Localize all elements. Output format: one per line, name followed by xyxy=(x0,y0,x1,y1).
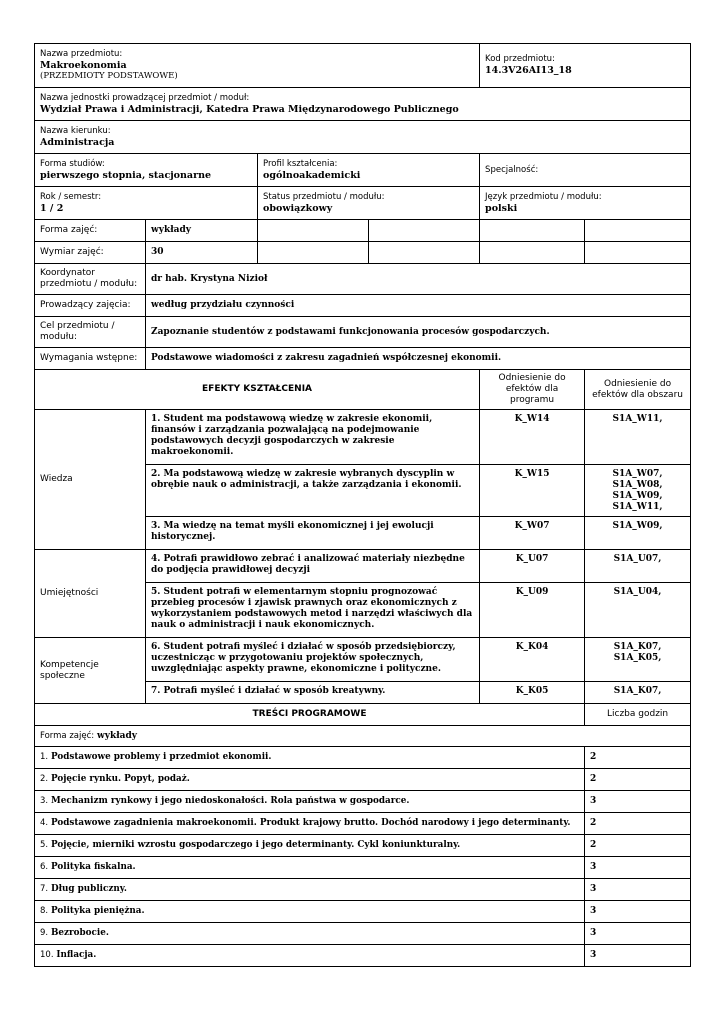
effects-program-ref: Odniesienie do efektów dla programu xyxy=(480,370,585,410)
class-form-value: wykłady xyxy=(146,220,258,242)
category-umiejetnosci: Umiejętności xyxy=(35,550,146,638)
topic-num: 5. xyxy=(40,840,49,850)
code-label: Kod przedmiotu: xyxy=(485,54,555,65)
effect-5-text: 5. Student potrafi w elementarnym stopniu prognozować przebieg procesów i zjawisk prawnych oraz ekonomicznych z wykorzystaniem podstawowych metod i narzędzi właściwych dla nauk o administracji i nauk ekonomicznych. xyxy=(146,583,480,638)
effect-6-text: 6. Student potrafi myśleć i działać w sposób przedsiębiorczy, uczestnicząc w przygotowaniu projektów społecznych, uwzględniając aspekty prawne, ekonomiczne i polityczne. xyxy=(146,638,480,682)
unit-value: Wydział Prawa i Administracji, Katedra Prawa Międzynarodowego Publicznego xyxy=(40,103,459,115)
effect-1-text: 1. Student ma podstawową wiedzę w zakresie ekonomii, finansów i zarządzania pozwalającą na podejmowanie podstawowych decyzji gospodarczych w zakresie makroekonomii. xyxy=(146,410,480,465)
topic-hours: 3 xyxy=(585,879,691,901)
unit-label: Nazwa jednostki prowadzącej przedmiot / moduł: xyxy=(40,92,250,103)
program-hours-label: Liczba godzin xyxy=(585,704,691,726)
topic-hours: 3 xyxy=(585,923,691,945)
topic-hours: 3 xyxy=(585,857,691,879)
category-kompetencje: Kompetencje społeczne xyxy=(35,638,146,704)
effect-4-text: 4. Potrafi prawidłowo zebrać i analizować materiały niezbędne do podjęcia prawidłowej decyzji xyxy=(146,550,480,583)
lecturer-value: według przydziału czynności xyxy=(146,295,691,317)
status-label: Status przedmiotu / modułu: xyxy=(263,191,385,202)
subject-cell xyxy=(35,44,480,88)
program-form-label: Forma zajęć: xyxy=(40,730,95,741)
lecturer-label: Prowadzący zajęcia: xyxy=(35,295,146,317)
year-cell xyxy=(35,187,258,220)
specialty-cell xyxy=(480,154,691,187)
effect-2-program: K_W15 xyxy=(480,465,585,517)
topic-hours: 2 xyxy=(585,813,691,835)
hours-empty-3 xyxy=(480,242,585,264)
direction-cell xyxy=(35,121,691,154)
topic-title: Pojęcie rynku. Popyt, podaż. xyxy=(51,774,190,784)
profile-label: Profil kształcenia: xyxy=(263,158,338,169)
effect-2-area-4: S1A_W11, xyxy=(612,502,663,512)
program-title: TREŚCI PROGRAMOWE xyxy=(35,704,585,726)
syllabus-table xyxy=(34,43,691,967)
topic-num: 3. xyxy=(40,796,49,806)
effect-4-area: S1A_U07, xyxy=(585,550,691,583)
effect-6-area xyxy=(585,638,691,682)
effect-1-area: S1A_W11, xyxy=(585,410,691,465)
year-value: 1 / 2 xyxy=(40,202,64,214)
requirements-value: Podstawowe wiadomości z zakresu zagadnień współczesnej ekonomii. xyxy=(146,348,691,370)
topic-title: Podstawowe zagadnienia makroekonomii. Produkt krajowy brutto. Dochód narodowy i jego determinanty. xyxy=(51,818,571,828)
status-cell xyxy=(258,187,480,220)
profile-value: ogólnoakademicki xyxy=(263,169,361,181)
effect-2-area xyxy=(585,465,691,517)
profile-cell xyxy=(258,154,480,187)
topic-num: 4. xyxy=(40,818,49,828)
hours-empty-4 xyxy=(585,242,691,264)
hours-label: Wymiar zajęć: xyxy=(35,242,146,264)
effect-3-area: S1A_W09, xyxy=(585,517,691,550)
category-wiedza: Wiedza xyxy=(35,410,146,550)
topic-row xyxy=(35,747,585,769)
topic-hours: 2 xyxy=(585,747,691,769)
status-value: obowiązkowy xyxy=(263,202,333,214)
topic-row xyxy=(35,923,585,945)
topic-title: Inflacja. xyxy=(56,950,97,960)
effect-6-program: K_K04 xyxy=(480,638,585,682)
topic-num: 6. xyxy=(40,862,49,872)
topic-title: Mechanizm rynkowy i jego niedoskonałości. Rola państwa w gospodarce. xyxy=(51,796,410,806)
topic-row xyxy=(35,769,585,791)
specialty-label: Specjalność: xyxy=(485,164,539,175)
topic-hours: 3 xyxy=(585,945,691,967)
language-cell xyxy=(480,187,691,220)
effect-2-area-3: S1A_W09, xyxy=(612,491,663,501)
effect-2-area-2: S1A_W08, xyxy=(612,480,663,490)
class-form-empty-4 xyxy=(585,220,691,242)
form-label: Forma studiów: xyxy=(40,158,105,169)
topic-row xyxy=(35,857,585,879)
form-value: pierwszego stopnia, stacjonarne xyxy=(40,169,212,181)
topic-title: Dług publiczny. xyxy=(51,884,127,894)
effect-7-program: K_K05 xyxy=(480,682,585,704)
topic-num: 2. xyxy=(40,774,49,784)
effect-7-area: S1A_K07, xyxy=(585,682,691,704)
topic-hours: 3 xyxy=(585,791,691,813)
topic-row xyxy=(35,835,585,857)
topic-hours: 3 xyxy=(585,901,691,923)
code-value: 14.3V26AI13_18 xyxy=(485,65,572,77)
effect-1-program: K_W14 xyxy=(480,410,585,465)
effects-area-ref: Odniesienie do efektów dla obszaru xyxy=(585,370,691,410)
form-cell xyxy=(35,154,258,187)
coordinator-value: dr hab. Krystyna Nizioł xyxy=(146,264,691,295)
effect-7-text: 7. Potrafi myśleć i działać w sposób kreatywny. xyxy=(146,682,480,704)
language-label: Język przedmiotu / modułu: xyxy=(485,191,602,202)
topic-row xyxy=(35,879,585,901)
program-form-value: wykłady xyxy=(97,730,138,741)
coordinator-label: Koordynator przedmiotu / modułu: xyxy=(35,264,146,295)
class-form-empty-1 xyxy=(258,220,369,242)
subject-group: (PRZEDMIOTY PODSTAWOWE) xyxy=(40,71,178,82)
effect-3-program: K_W07 xyxy=(480,517,585,550)
class-form-empty-3 xyxy=(480,220,585,242)
topic-hours: 2 xyxy=(585,835,691,857)
direction-label: Nazwa kierunku: xyxy=(40,125,111,136)
topic-title: Polityka pieniężna. xyxy=(51,906,145,916)
effect-2-area-1: S1A_W07, xyxy=(612,469,663,479)
goal-value: Zapoznanie studentów z podstawami funkcjonowania procesów gospodarczych. xyxy=(146,317,691,348)
language-value: polski xyxy=(485,202,518,214)
unit-cell xyxy=(35,88,691,121)
hours-empty-1 xyxy=(258,242,369,264)
year-label: Rok / semestr: xyxy=(40,191,102,202)
subject-label: Nazwa przedmiotu: xyxy=(40,48,123,59)
topic-num: 9. xyxy=(40,928,49,938)
topic-num: 10. xyxy=(40,950,54,960)
topic-row xyxy=(35,791,585,813)
effect-6-area-2: S1A_K05, xyxy=(613,653,662,663)
direction-value: Administracja xyxy=(40,136,115,148)
requirements-label: Wymagania wstępne: xyxy=(35,348,146,370)
goal-label: Cel przedmiotu / modułu: xyxy=(35,317,146,348)
effect-5-program: K_U09 xyxy=(480,583,585,638)
topic-num: 8. xyxy=(40,906,49,916)
class-form-label: Forma zajęć: xyxy=(35,220,146,242)
topic-row xyxy=(35,945,585,967)
topic-title: Bezrobocie. xyxy=(51,928,109,938)
effects-title: EFEKTY KSZTAŁCENIA xyxy=(35,370,480,410)
topic-num: 1. xyxy=(40,752,49,762)
topic-row xyxy=(35,901,585,923)
effect-3-text: 3. Ma wiedzę na temat myśli ekonomicznej i jej ewolucji historycznej. xyxy=(146,517,480,550)
effect-5-area: S1A_U04, xyxy=(585,583,691,638)
topic-title: Polityka fiskalna. xyxy=(51,862,136,872)
subject-name: Makroekonomia xyxy=(40,59,127,71)
program-form-cell xyxy=(35,726,691,747)
topic-row xyxy=(35,813,585,835)
hours-empty-2 xyxy=(369,242,480,264)
topic-title: Pojęcie, mierniki wzrostu gospodarczego i jego determinanty. Cykl koniunkturalny. xyxy=(51,840,461,850)
class-form-empty-2 xyxy=(369,220,480,242)
topic-hours: 2 xyxy=(585,769,691,791)
code-cell xyxy=(480,44,691,88)
effect-6-area-1: S1A_K07, xyxy=(613,642,662,652)
topic-title: Podstawowe problemy i przedmiot ekonomii. xyxy=(51,752,272,762)
effect-2-text: 2. Ma podstawową wiedzę w zakresie wybranych dyscyplin w obrębie nauk o administracji, a także zarządzania i ekonomii. xyxy=(146,465,480,517)
topic-num: 7. xyxy=(40,884,49,894)
hours-value: 30 xyxy=(146,242,258,264)
effect-4-program: K_U07 xyxy=(480,550,585,583)
